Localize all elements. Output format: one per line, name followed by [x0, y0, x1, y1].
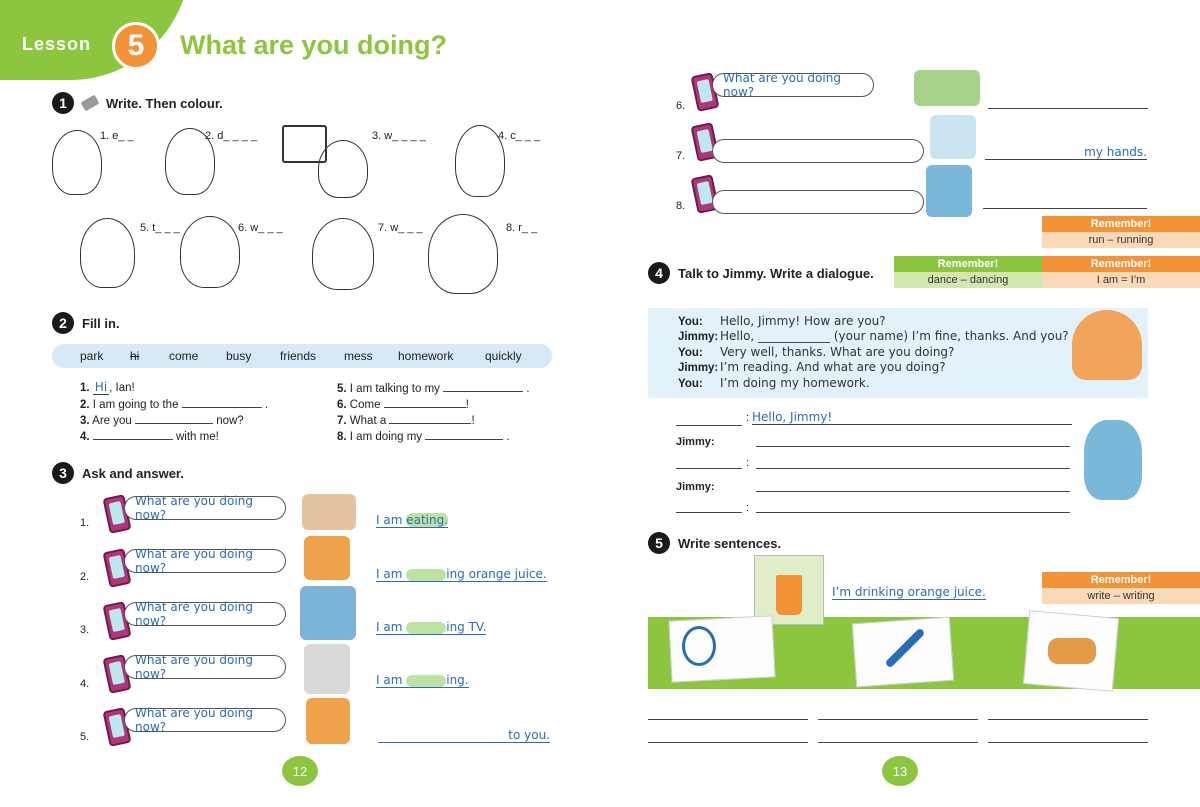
sandwich-icon — [1048, 638, 1096, 664]
word-quickly: quickly — [485, 349, 522, 363]
page-number-left: 12 — [282, 756, 318, 786]
ex3-number: 3 — [52, 462, 74, 484]
ex2-item-6: 6. Come ! — [337, 396, 469, 411]
word-busy: busy — [226, 349, 252, 363]
phone-girl-picture — [306, 698, 350, 744]
eating-boy-figure — [52, 130, 102, 195]
ex5-heading — [648, 532, 781, 554]
write-colon: : — [746, 457, 750, 469]
sentence-line-3b[interactable] — [988, 742, 1148, 743]
ex3-row-num-3: 3. — [80, 624, 90, 636]
ex4-number: 4 — [648, 262, 670, 284]
answer-line-8[interactable] — [983, 208, 1147, 209]
ex1-item-3[interactable]: 3. w_ _ _ _ — [372, 130, 426, 142]
cooking-boy-picture — [304, 644, 350, 694]
ex5-example[interactable]: I’m drinking orange juice. — [832, 585, 986, 599]
eating-boy-picture — [302, 494, 356, 530]
ex3-heading — [52, 462, 184, 484]
row-num-7: 7. — [676, 150, 686, 162]
ex2-title: Fill in. — [82, 315, 120, 331]
question-bubble-3: What are you doing now? — [124, 602, 286, 626]
ex1-number: 1 — [52, 92, 74, 114]
dialogue-line-2: Jimmy: Hello, ____________ (your name) I’m fine, thanks. And you? — [678, 329, 1069, 343]
ex3-row-num-2: 2. — [80, 571, 90, 583]
remember-write: Remember! write – writing — [1042, 572, 1200, 604]
write-line-5[interactable] — [756, 512, 1070, 513]
word-homework: homework — [398, 349, 454, 363]
ex1-heading — [52, 92, 223, 114]
sentence-line-1a[interactable] — [648, 719, 808, 720]
ex1-item-1[interactable]: 1. e_ _ — [100, 130, 134, 142]
sentence-line-2a[interactable] — [818, 719, 978, 720]
row-num-8: 8. — [676, 200, 686, 212]
ex3-answer-4[interactable]: I am ing. — [376, 673, 469, 687]
page-number-right: 13 — [882, 756, 918, 786]
write-name-line-1[interactable] — [676, 425, 742, 426]
talking-girl-figure — [80, 218, 135, 288]
ex3-row-num-4: 4. — [80, 678, 90, 690]
remember-run: Remember! run – running — [1042, 216, 1200, 248]
question-bubble-6: What are you doing now? — [712, 73, 874, 97]
ex2-blank-8[interactable] — [425, 428, 503, 440]
ex1-title: Write. Then colour. — [106, 95, 223, 111]
question-bubble-7[interactable] — [712, 139, 924, 163]
answer-gap[interactable] — [406, 675, 446, 687]
running-boy-picture — [926, 165, 972, 217]
question-bubble-5: What are you doing now? — [124, 708, 286, 732]
ex2-blank-5[interactable] — [443, 380, 523, 392]
watching-tv-picture — [300, 586, 356, 640]
remember-iam: Remember! I am = I’m — [1042, 256, 1200, 288]
write-line-4[interactable] — [756, 491, 1070, 492]
tennis-racket-icon — [682, 626, 716, 666]
washing-hands-picture — [930, 115, 976, 159]
ex2-blank-7[interactable] — [389, 412, 471, 424]
sentence-line-3a[interactable] — [988, 719, 1148, 720]
pencil-icon — [81, 95, 100, 112]
ex2-blank-4[interactable] — [93, 428, 173, 440]
write-name-line-2[interactable] — [676, 468, 742, 469]
write-colon: : — [746, 502, 750, 514]
answer-gap[interactable] — [406, 569, 446, 581]
jimmy-label-1: Jimmy: — [676, 436, 715, 448]
answer-gap[interactable] — [406, 622, 446, 634]
walking-girl-figure — [180, 216, 240, 288]
jimmy-reading-picture — [1072, 310, 1142, 380]
sentence-line-1b[interactable] — [648, 742, 808, 743]
remember-dance: Remember! dance – dancing — [894, 256, 1042, 288]
ex2-item-2: 2. I am going to the . — [80, 396, 268, 411]
ex2-number: 2 — [52, 312, 74, 334]
ex3-row-num-5: 5. — [80, 731, 90, 743]
word-friends: friends — [280, 349, 317, 363]
ex5-number: 5 — [648, 532, 670, 554]
word-mess: mess — [344, 349, 373, 363]
answer-line-6[interactable] — [988, 108, 1148, 109]
washing-girl-figure — [312, 218, 374, 290]
lesson-number: 5 — [127, 29, 145, 62]
question-bubble-2: What are you doing now? — [124, 549, 286, 573]
right-page — [600, 0, 1200, 807]
ex3-answer-3[interactable]: I am ing TV. — [376, 620, 487, 634]
jimmy-label-2: Jimmy: — [676, 481, 715, 493]
lesson-label: Lesson — [22, 34, 92, 54]
ex1-item-8[interactable]: 8. r_ _ — [506, 222, 538, 234]
ex5-title: Write sentences. — [678, 535, 782, 551]
lesson-number-badge — [112, 22, 160, 70]
juice-glass-icon — [776, 575, 802, 615]
ex3-title: Ask and answer. — [82, 465, 184, 481]
ex2-blank-2[interactable] — [182, 396, 262, 408]
dialogue-line-1: You: Hello, Jimmy! How are you? — [678, 314, 886, 328]
row-num-6: 6. — [676, 100, 686, 112]
dialogue-line-4: Jimmy: I’m reading. And what are you doing? — [678, 360, 946, 374]
ex2-item-7: 7. What a ! — [337, 412, 475, 427]
ex1-item-7[interactable]: 7. w_ _ _ — [378, 222, 423, 234]
word-come: come — [169, 349, 199, 363]
write-name-line-3[interactable] — [676, 512, 742, 513]
dialogue-line-3: You: Very well, thanks. What are you doing? — [678, 345, 955, 359]
ex4-title: Talk to Jimmy. Write a dialogue. — [678, 265, 874, 281]
jimmy-dancing-picture — [1084, 420, 1142, 500]
ex1-item-4[interactable]: 4. c_ _ _ — [498, 130, 541, 142]
word-park: park — [80, 349, 104, 363]
ex2-answer-1[interactable]: Hi — [94, 380, 108, 394]
write-line-2[interactable] — [756, 446, 1070, 447]
word-hi: hi — [130, 349, 140, 363]
word-box — [52, 344, 552, 368]
write-colon: : — [746, 412, 750, 424]
write-line-1[interactable]: Hello, Jimmy! — [752, 410, 1072, 425]
ex2-item-3: 3. Are you now? — [80, 412, 244, 427]
ex1-item-5[interactable]: 5. t_ _ _ — [140, 222, 180, 234]
ex2-blank-3[interactable] — [135, 412, 213, 424]
sentence-line-2b[interactable] — [818, 742, 978, 743]
question-bubble-8[interactable] — [712, 190, 924, 214]
walking-girl-picture — [914, 70, 980, 106]
ex1-item-2[interactable]: 2. d_ _ _ _ — [205, 130, 257, 142]
ex1-item-6[interactable]: 6. w_ _ _ — [238, 222, 283, 234]
ex3-answer-5[interactable]: to you. — [378, 728, 550, 743]
dialogue-line-5: You: I’m doing my homework. — [678, 376, 870, 390]
ex2-item-8: 8. I am doing my . — [337, 428, 510, 443]
ex2-item-1: 1. Hi , Ian! — [80, 380, 135, 394]
running-boy-figure — [428, 214, 498, 294]
watching-girl-figure — [318, 140, 368, 198]
drinking-boy-picture — [304, 536, 350, 580]
page-title: What are you doing? — [180, 30, 447, 60]
question-bubble-1: What are you doing now? — [124, 496, 286, 520]
ex4-heading — [648, 262, 874, 284]
ex3-answer-1[interactable]: I am eating. — [376, 513, 449, 527]
ex2-item-5: 5. I am talking to my . — [337, 380, 530, 395]
ex2-item-4: 4. with me! — [80, 428, 219, 443]
question-bubble-4: What are you doing now? — [124, 655, 286, 679]
ex2-blank-6[interactable] — [384, 396, 466, 408]
answer-7[interactable]: my hands. — [985, 145, 1147, 160]
ex2-heading — [52, 312, 120, 334]
ex3-row-num-1: 1. — [80, 517, 90, 529]
write-line-3[interactable] — [756, 468, 1070, 469]
ex3-answer-2[interactable]: I am ing orange juice. — [376, 567, 547, 581]
